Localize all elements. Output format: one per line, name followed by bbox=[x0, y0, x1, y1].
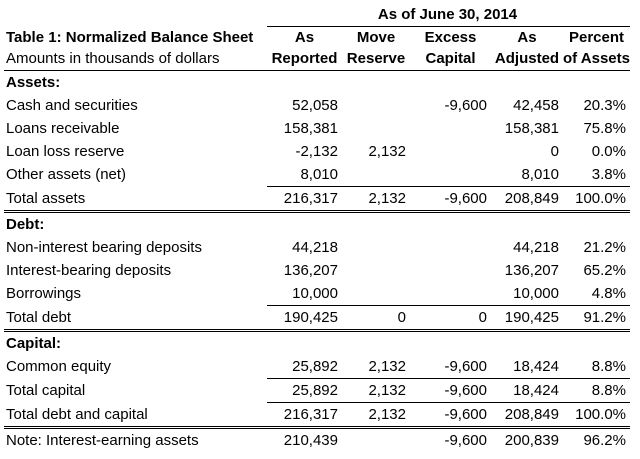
total-row bbox=[4, 379, 630, 403]
cell: 2,132 bbox=[342, 403, 410, 428]
cell: 100.0% bbox=[563, 403, 630, 428]
section-capital: Capital: bbox=[6, 335, 62, 352]
row-label: Total capital bbox=[6, 382, 86, 399]
col-header-line2: Reserve bbox=[342, 48, 410, 71]
cell: 10,000 bbox=[513, 285, 559, 302]
cell: 8,010 bbox=[521, 166, 559, 183]
cell bbox=[342, 236, 410, 259]
cell bbox=[410, 163, 491, 187]
cell: 210,439 bbox=[283, 432, 338, 449]
cell: 18,424 bbox=[513, 358, 559, 375]
total-row bbox=[4, 403, 630, 428]
cell: 3.8% bbox=[591, 166, 626, 183]
cell: -9,600 bbox=[444, 358, 487, 375]
cell bbox=[342, 282, 410, 306]
cell: 158,381 bbox=[504, 120, 559, 137]
cell: 20.3% bbox=[583, 97, 626, 114]
col-header-line1: Move bbox=[356, 29, 396, 46]
cell bbox=[410, 282, 491, 306]
cell: -9,600 bbox=[410, 187, 491, 212]
cell: -9,600 bbox=[410, 379, 491, 403]
cell: 216,317 bbox=[267, 187, 342, 212]
cell: 2,132 bbox=[368, 358, 406, 375]
cell: -9,600 bbox=[444, 432, 487, 449]
cell: 0 bbox=[342, 306, 410, 331]
cell: 42,458 bbox=[513, 97, 559, 114]
cell: 4.8% bbox=[591, 285, 626, 302]
cell: 2,132 bbox=[368, 143, 406, 160]
column-group-title: As of June 30, 2014 bbox=[267, 4, 630, 27]
cell: 65.2% bbox=[583, 262, 626, 279]
table-row bbox=[4, 259, 630, 282]
table-row bbox=[4, 117, 630, 140]
column-header-row-1 bbox=[4, 27, 630, 49]
balance-sheet-table bbox=[4, 4, 630, 452]
row-label: Common equity bbox=[6, 358, 112, 376]
table-row bbox=[4, 163, 630, 187]
cell: 8.8% bbox=[563, 379, 630, 403]
section-heading-row bbox=[4, 331, 630, 356]
cell bbox=[342, 163, 410, 187]
cell: 190,425 bbox=[491, 306, 563, 331]
row-label: Total debt and capital bbox=[4, 403, 267, 428]
cell: 0 bbox=[410, 306, 491, 331]
row-label: Loans receivable bbox=[6, 120, 120, 137]
col-header-line1: As bbox=[517, 29, 537, 46]
section-assets: Assets: bbox=[6, 74, 61, 91]
cell: -9,600 bbox=[444, 97, 487, 114]
col-header-line2: Adjusted bbox=[491, 48, 563, 71]
total-row bbox=[4, 306, 630, 331]
units-note: Amounts in thousands of dollars bbox=[4, 48, 267, 71]
row-label: Borrowings bbox=[6, 285, 82, 303]
row-label: Other assets (net) bbox=[6, 166, 127, 184]
table-row bbox=[4, 236, 630, 259]
row-label: Total debt bbox=[4, 306, 267, 331]
cell: 10,000 bbox=[292, 285, 338, 302]
cell: 8.8% bbox=[591, 358, 626, 375]
cell: -9,600 bbox=[410, 403, 491, 428]
col-header-line2: of Assets bbox=[563, 48, 630, 71]
col-header-line1: Percent bbox=[568, 29, 625, 46]
row-label: Interest-bearing deposits bbox=[6, 262, 172, 279]
cell: 136,207 bbox=[504, 262, 559, 279]
cell: 21.2% bbox=[583, 239, 626, 256]
cell: 200,839 bbox=[504, 432, 559, 449]
table-row bbox=[4, 94, 630, 117]
note-row bbox=[4, 428, 630, 453]
col-header-line2: Capital bbox=[410, 48, 491, 71]
col-header-line2: Reported bbox=[267, 48, 342, 71]
cell: -2,132 bbox=[295, 143, 338, 160]
table-row bbox=[4, 282, 630, 306]
table-title: Table 1: Normalized Balance Sheet bbox=[6, 28, 254, 46]
cell bbox=[342, 117, 410, 140]
table-row bbox=[4, 140, 630, 163]
cell bbox=[410, 236, 491, 259]
row-label: Loan loss reserve bbox=[6, 143, 125, 160]
column-header-row-2 bbox=[4, 48, 630, 71]
cell: 0 bbox=[550, 143, 559, 160]
cell: 0.0% bbox=[591, 143, 626, 160]
table-row bbox=[4, 355, 630, 379]
cell: 91.2% bbox=[563, 306, 630, 331]
section-debt: Debt: bbox=[6, 216, 45, 233]
cell bbox=[342, 428, 410, 453]
cell: 100.0% bbox=[563, 187, 630, 212]
section-heading-row bbox=[4, 212, 630, 237]
cell: 136,207 bbox=[283, 262, 338, 279]
cell bbox=[410, 117, 491, 140]
cell: 18,424 bbox=[491, 379, 563, 403]
cell: 25,892 bbox=[292, 358, 338, 375]
col-header-line1: As bbox=[294, 29, 315, 46]
cell: 8,010 bbox=[300, 166, 338, 183]
cell: 44,218 bbox=[292, 239, 338, 256]
cell: 208,849 bbox=[491, 403, 563, 428]
cell: 96.2% bbox=[583, 432, 626, 449]
cell: 208,849 bbox=[491, 187, 563, 212]
cell: 2,132 bbox=[342, 187, 410, 212]
cell: 25,892 bbox=[267, 379, 342, 403]
row-label: Cash and securities bbox=[6, 97, 138, 114]
row-label: Non-interest bearing deposits bbox=[6, 239, 202, 256]
cell: 158,381 bbox=[283, 120, 338, 137]
cell bbox=[410, 259, 491, 282]
cell: 44,218 bbox=[513, 239, 559, 256]
row-label: Total assets bbox=[4, 187, 267, 212]
cell: 75.8% bbox=[583, 120, 626, 137]
total-row bbox=[4, 187, 630, 212]
row-label: Note: Interest-earning assets bbox=[6, 432, 199, 449]
cell: 190,425 bbox=[267, 306, 342, 331]
section-heading-row bbox=[4, 71, 630, 95]
cell bbox=[342, 94, 410, 117]
column-group-header-row bbox=[4, 4, 630, 27]
cell: 2,132 bbox=[342, 379, 410, 403]
cell bbox=[410, 140, 491, 163]
cell: 216,317 bbox=[267, 403, 342, 428]
col-header-line1: Excess bbox=[424, 29, 477, 46]
cell: 52,058 bbox=[292, 97, 338, 114]
cell bbox=[342, 259, 410, 282]
